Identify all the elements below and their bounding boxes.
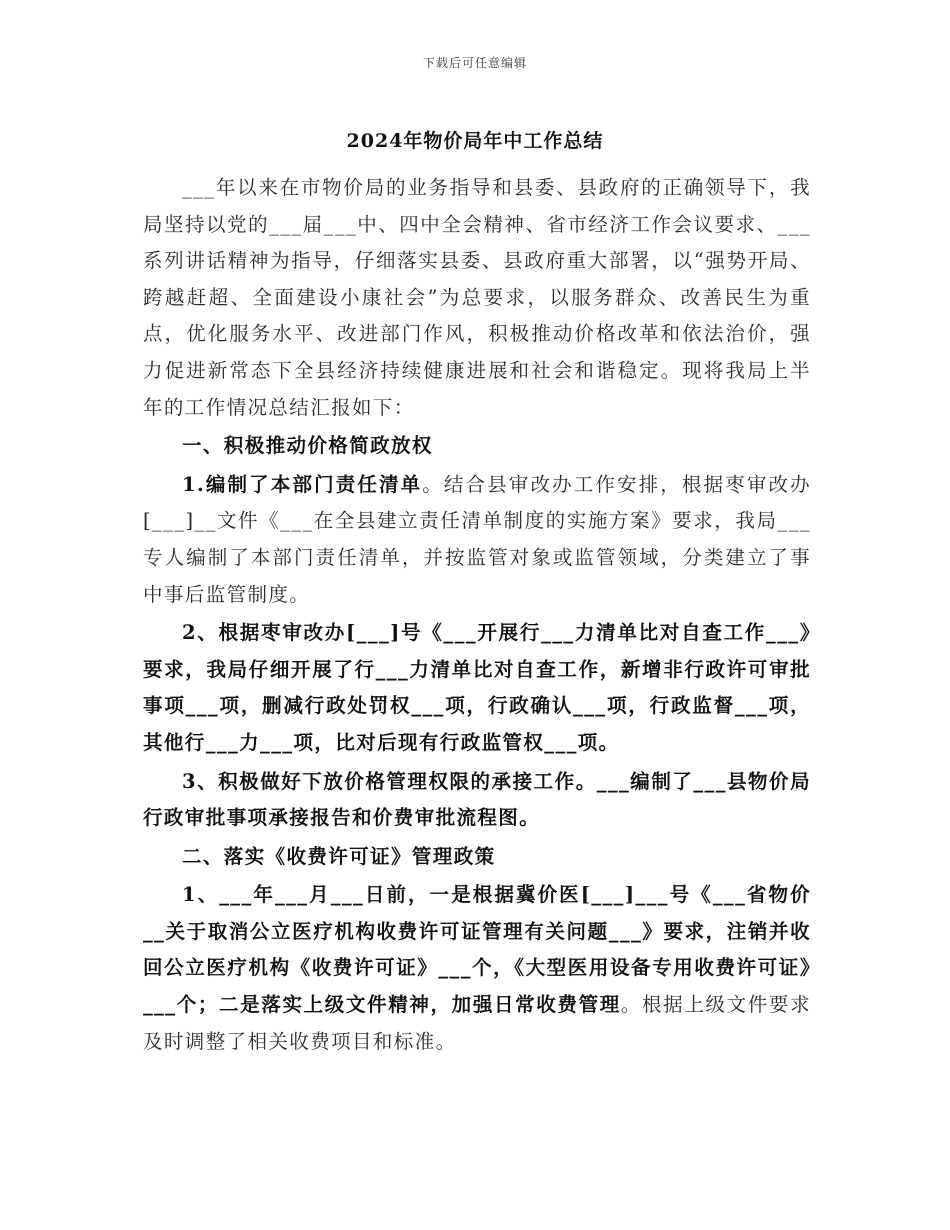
- section-1-item-1-text: 。结合县审改办工作安排，根据枣审改办[___]__文件《___在全县建立责任清单制度的实施方案》要求，我局___专人编制了本部门责任清单，并按监管对象或监管领域，分类建立了事中事后监管制度。: [143, 472, 811, 606]
- section-1-item-1-lead: 1.编制了本部门责任清单: [182, 472, 423, 496]
- section-1-item-3: 3、积极做好下放价格管理权限的承接工作。___编制了___县物价局行政审批事项承接报告和价费审批流程图。: [143, 769, 811, 830]
- document-title: 2024年物价局年中工作总结: [346, 130, 604, 152]
- section-1-item-2: 2、根据枣审改办[___]号《___开展行___力清单比对自查工作___》要求，我局仔细开展了行___力清单比对自查工作，新增非行政许可审批事项___项，删减行政处罚权___项，行政确认___项，行政监督___项，其他行___力___项，比对后现有行政监管权___项。: [143, 621, 811, 754]
- document-body: [143, 170, 811, 1062]
- section-1-item-1: [143, 467, 811, 613]
- intro-paragraph: ___年以来在市物价局的业务指导和县委、县政府的正确领导下，我局坚持以党的___届___中、四中全会精神、省市经济工作会议要求、___系列讲话精神为指导，仔细落实县委、县政府重大部署，以“强势开局、跨越赶超、全面建设小康社会”为总要求，以服务群众、改善民生为重点，优化服务水平、改进部门作风，积极推动价格改革和依法治价，强力促进新常态下全县经济持续健康进展和社会和谐稳定。现将我局上半年的工作情况总结汇报如下：: [143, 176, 811, 419]
- section-2-item-1: [143, 877, 811, 1060]
- section-2-heading: 二、落实《收费许可证》管理政策: [182, 844, 496, 868]
- section-2-item-1-text: 。根据上级文件要求及时调整了相关收费项目和标准。: [143, 993, 811, 1053]
- section-1-heading: 一、积极推动价格简政放权: [182, 434, 433, 458]
- header-note: 下载后可任意编辑: [422, 56, 527, 70]
- section-2-item-1-lead: 1、___年___月___日前，一是根据冀价医[___]___号《___省物价__关于取消公立医疗机构收费许可证管理有关问题___》要求，注销并收回公立医疗机构《收费许可证》___个，《大型医用设备专用收费许可证》___个；二是落实上级文件精神，加强日常收费管理: [143, 883, 811, 1017]
